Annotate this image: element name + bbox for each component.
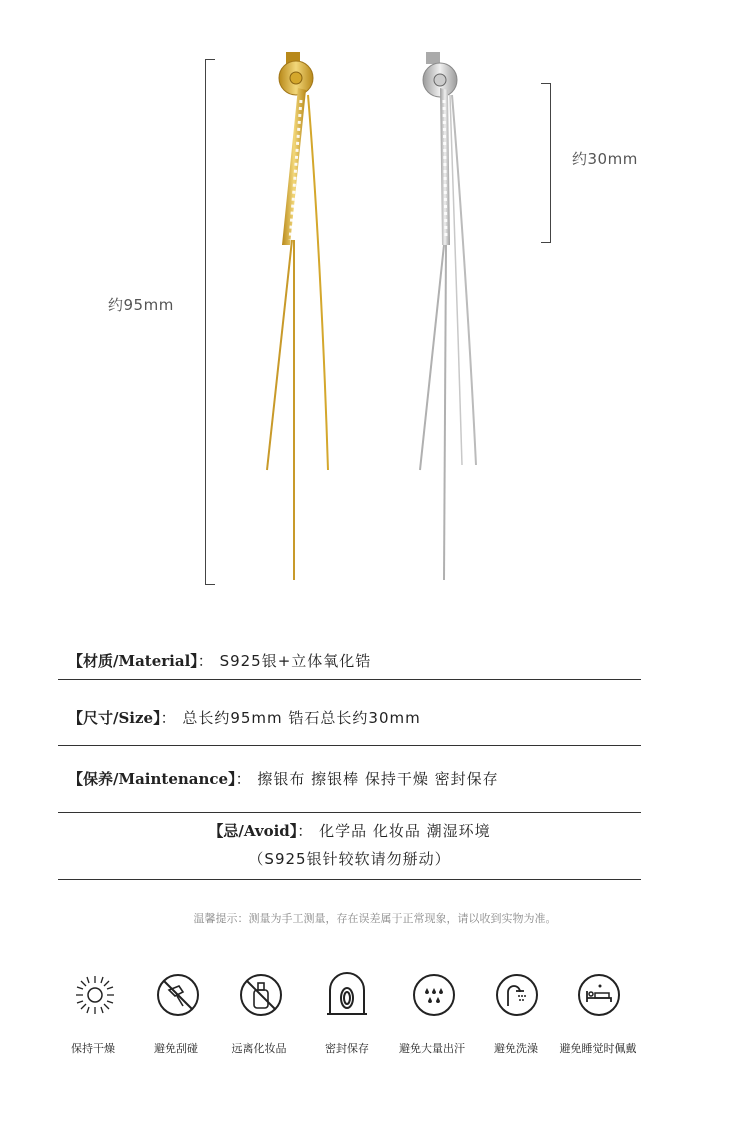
maintenance-value: ： 擦银布 擦银棒 保持干燥 密封保存 xyxy=(235,770,499,788)
care-label-sweat: 避免大量出汗 xyxy=(399,1042,465,1055)
measurement-tip: 温馨提示：测量为手工测量，存在误差属于正常现象，请以收到实物为准。 xyxy=(193,912,557,925)
material-key: 【材质/Material】 xyxy=(68,652,198,670)
shower-icon xyxy=(494,972,540,1018)
care-label-sealed: 密封保存 xyxy=(325,1042,369,1055)
total-length-label: 约95mm xyxy=(108,296,174,314)
maintenance-row xyxy=(68,768,651,789)
care-label-scratch: 避免刮碰 xyxy=(154,1042,198,1055)
size-key: 【尺寸/Size】 xyxy=(68,709,161,727)
care-label-dry: 保持干燥 xyxy=(71,1042,115,1055)
divider-4 xyxy=(58,879,641,880)
earring-product-image xyxy=(250,40,490,600)
divider-3 xyxy=(58,812,641,813)
gold-earring xyxy=(267,52,328,580)
avoid-note-text: （S925银针较软请勿掰动） xyxy=(248,850,451,868)
avoid-value: ： 化学品 化妆品 潮湿环境 xyxy=(297,822,491,840)
material-value: ： S925银+立体氧化锆 xyxy=(197,652,372,670)
no-cosmetics-icon xyxy=(238,972,284,1018)
total-length-bracket xyxy=(205,59,215,585)
material-row xyxy=(68,650,651,671)
maintenance-key: 【保养/Maintenance】 xyxy=(68,770,236,788)
sweat-drops-icon xyxy=(411,972,457,1018)
care-label-sleep: 避免睡觉时佩戴 xyxy=(559,1042,637,1055)
size-row xyxy=(68,707,651,728)
sleep-bed-icon xyxy=(576,972,622,1018)
care-label-shower: 避免洗澡 xyxy=(494,1042,538,1055)
care-label-cosmetics: 远离化妆品 xyxy=(231,1042,287,1055)
sun-icon xyxy=(72,972,118,1018)
sealed-box-icon xyxy=(324,972,370,1018)
crystal-length-label: 约30mm xyxy=(572,150,638,168)
no-scratch-icon xyxy=(155,972,201,1018)
divider-1 xyxy=(58,679,641,680)
avoid-note xyxy=(58,848,641,869)
silver-earring xyxy=(420,52,476,580)
crystal-length-bracket xyxy=(541,83,551,243)
avoid-row xyxy=(58,820,641,841)
divider-2 xyxy=(58,745,641,746)
avoid-key: 【忌/Avoid】 xyxy=(208,822,298,840)
size-value: ： 总长约95mm 锆石总长约30mm xyxy=(160,709,421,727)
